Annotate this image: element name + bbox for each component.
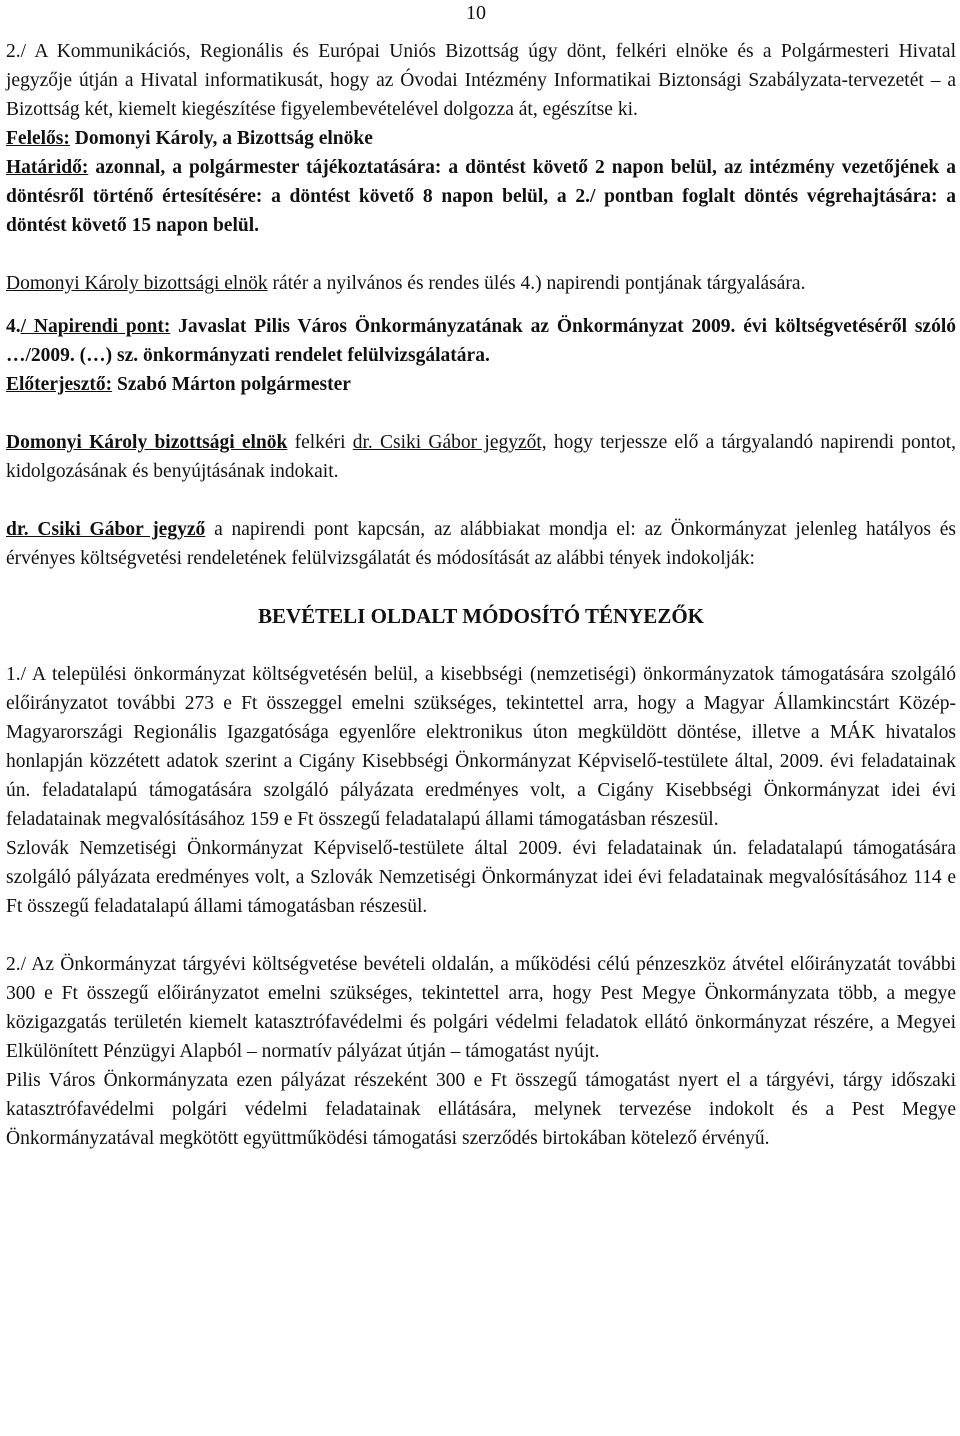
spacer: [6, 573, 956, 602]
spacer: [6, 399, 956, 428]
agenda-title: Javaslat Pilis Város Önkormányzatának az Önkormányzat 2009. évi költségvetéséről szóló …/2009. (…) sz. önkormányzati rendelet felülvizsgálatára.: [6, 316, 956, 366]
request-chair: Domonyi Károly bizottsági elnök: [6, 432, 288, 453]
clerk-statement-text: a napirendi pont kapcsán, az alábbiakat mondja el: az Önkormányzat jelenleg hatályos és érvényes költségvetési rendeletének felülvizsgálatát és módosítását az alábbi tények indokolják:: [6, 519, 956, 569]
agenda-label: / Napirendi pont:: [20, 316, 171, 337]
decision-paragraph: [6, 37, 956, 124]
request-rest: hogy terjessze elő a tárgyalandó napirendi pontot, kidolgozásának és benyújtásának indokait.: [6, 432, 956, 482]
clerk-name: dr. Csiki Gábor jegyző: [6, 519, 206, 540]
spacer: [6, 486, 956, 515]
page-number: 10: [466, 2, 486, 24]
clerk-statement: [6, 515, 956, 573]
presenter-label: Előterjesztő:: [6, 374, 113, 395]
responsible-line: [6, 124, 956, 153]
document-body: [6, 37, 956, 1153]
agenda-item: [6, 312, 956, 370]
section-heading: BEVÉTELI OLDALT MÓDOSÍTÓ TÉNYEZŐK: [257, 604, 704, 628]
deadline-paragraph: [6, 153, 956, 240]
paragraph-2: Szlovák Nemzetiségi Önkormányzat Képviselő-testülete által 2009. évi feladatainak ún. feladatalapú támogatására szolgáló pályázata eredményes volt, a Szlovák Nemzetiségi Önkormányzat idei évi feladatainak megvalósításához 114 e Ft összegű feladatalapú állami támogatásban részesül.: [6, 838, 956, 917]
chair-statement-text: rátér a nyilvános és rendes ülés 4.) napirendi pontjának tárgyalására.: [267, 273, 806, 294]
deadline-text: azonnal, a polgármester tájékoztatására: a döntést követő 2 napon belül, az intézmény vezetőjének a döntésről történő értesítésére: a döntést követő 8 napon belül, a 2./ pontban foglalt döntés végrehajtására: a döntést követő 15 napon belül.: [6, 157, 956, 236]
spacer: [6, 631, 956, 660]
agenda-number: 4.: [6, 316, 21, 337]
deadline-label: Határidő:: [6, 157, 89, 178]
responsible-label: Felelős:: [6, 128, 70, 149]
chair-statement: [6, 269, 956, 298]
request-clerk: dr. Csiki Gábor jegyzőt,: [352, 432, 547, 453]
decision-text: 2./ A Kommunikációs, Regionális és Európai Uniós Bizottság úgy dönt, felkéri elnöke és a Polgármesteri Hivatal jegyzője útján a Hivatal informatikusát, hogy az Óvodai Intézmény Informatikai Biztonsági Szabályzata-tervezetét – a Bizottság két, kiemelt kiegészítése figyelembevételével dolgozza át, egészítse ki.: [6, 41, 956, 120]
chair-name: Domonyi Károly bizottsági elnök: [6, 273, 268, 294]
paragraph-1: 1./ A települési önkormányzat költségvetésén belül, a kisebbségi (nemzetiségi) önkormányzatok támogatására szolgáló előirányzatot további 273 e Ft összeggel emelni szükséges, tekintettel arra, hogy a Magyar Államkincstárt Közép-Magyarországi Regionális Igazgatósága egyenlőre elektronikus úton megküldött döntése, illetve a MÁK hivatalos honlapján közzétett adatok szerint a Cigány Kisebbségi Önkormányzat Képviselő-testülete által, 2009. évi feladatainak ún. feladatalapú támogatására szolgáló pályázata eredményes volt, a Cigány Kisebbségi Önkormányzat idei évi feladatainak megvalósításához 159 e Ft összegű feladatalapú állami támogatásban részesül.: [6, 664, 956, 830]
paragraph-4: Pilis Város Önkormányzata ezen pályázat részeként 300 e Ft összegű támogatást nyert el a tárgyévi, tárgy időszaki katasztrófavédelmi polgári védelmi feladatainak ellátására, melynek tervezése indokolt és a Pest Megye Önkormányzatával megkötött együttműködési támogatási szerződés birtokában kötelező érvényű.: [6, 1070, 956, 1149]
request-verb: felkéri: [287, 432, 353, 453]
spacer: [6, 240, 956, 269]
presenter-line: [6, 370, 956, 399]
presenter-text: Szabó Márton polgármester: [112, 374, 351, 395]
spacer: [6, 298, 956, 312]
responsible-text: Domonyi Károly, a Bizottság elnöke: [69, 128, 373, 149]
request-paragraph: [6, 428, 956, 486]
paragraph-3: 2./ Az Önkormányzat tárgyévi költségvetése bevételi oldalán, a működési célú pénzeszköz átvétel előirányzatát további 300 e Ft összegű előirányzatot emelni szükséges, tekintettel arra, hogy Pest Megye Önkormányzata több, a megye közigazgatás területén kiemelt katasztrófavédelmi és polgári védelmi feladatok ellátó önkormányzat részére, a Megyei Elkülönített Pénzügyi Alapból – normatív pályázat útján – támogatást nyújt.: [6, 954, 956, 1062]
spacer: [6, 921, 956, 950]
